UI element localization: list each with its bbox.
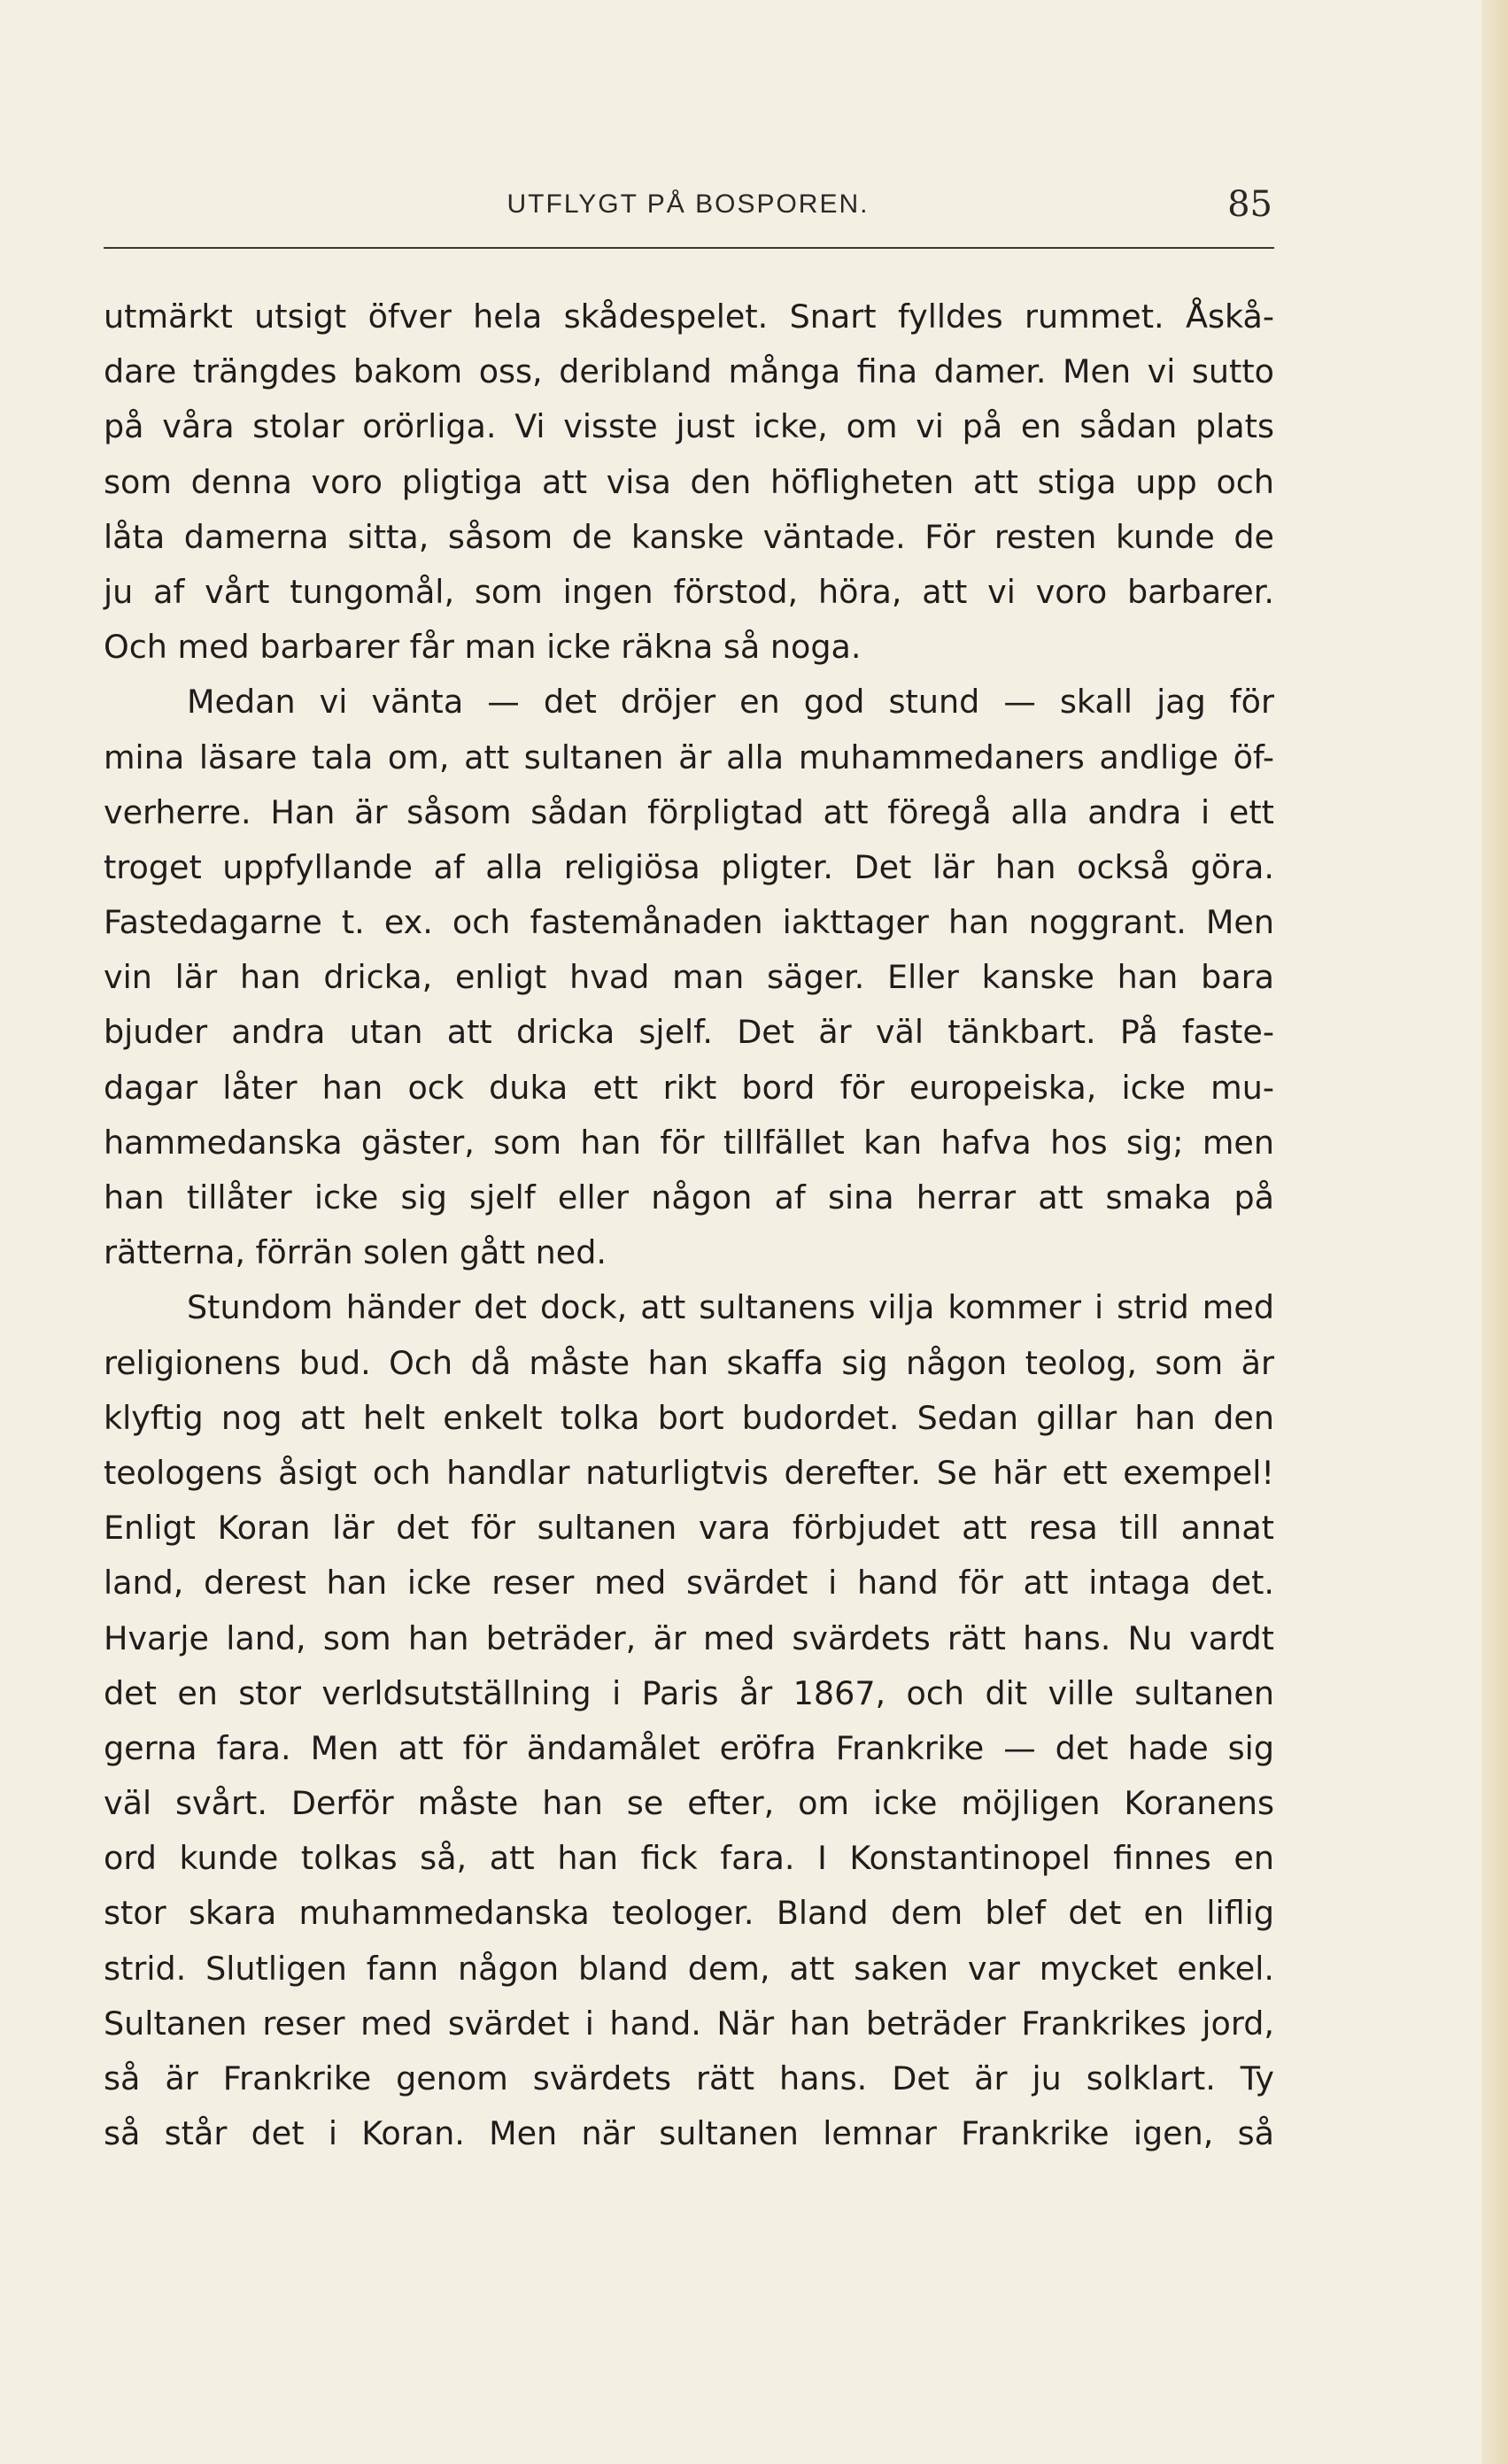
text-line: han tillåter icke sig sjelf eller någon af sina herrar att smaka på	[104, 1178, 1274, 1217]
text-line: som denna voro pligtiga att visa den höfligheten att stiga upp och	[104, 462, 1274, 501]
text-line: så står det i Koran. Men när sultanen lemnar Frankrike igen, så	[104, 2114, 1274, 2153]
paragraph-start-line: Medan vi vänta — det dröjer en god stund — skall jag för	[187, 683, 1274, 722]
text-line: ju af vårt tungomål, som ingen förstod, höra, att vi voro barbarer.	[104, 572, 1274, 611]
running-title: UTFLYGT PÅ BOSPOREN.	[507, 189, 870, 219]
text-line: hammedanska gäster, som han för tillfället kan hafva hos sig; men	[104, 1123, 1274, 1162]
text-line: vin lär han dricka, enligt hvad man säger. Eller kanske han bara	[104, 958, 1274, 997]
text-line: ord kunde tolkas så, att han fick fara. I Konstantinopel finnes en	[104, 1839, 1274, 1878]
text-line: dagar låter han ock duka ett rikt bord för europeiska, icke mu-	[104, 1068, 1274, 1107]
running-header	[104, 184, 1272, 237]
text-line: låta damerna sitta, såsom de kanske väntade. För resten kunde de	[104, 517, 1274, 556]
text-line: gerna fara. Men att för ändamålet eröfra Frankrike — det hade sig	[104, 1728, 1274, 1767]
text-line: Sultanen reser med svärdet i hand. När han beträder Frankrikes jord,	[104, 2004, 1274, 2043]
text-line: det en stor verldsutställning i Paris år 1867, och dit ville sultanen	[104, 1673, 1274, 1712]
text-line: religionens bud. Och då måste han skaffa sig någon teolog, som är	[104, 1343, 1274, 1382]
page-edge	[1481, 0, 1508, 2464]
page-number: 85	[1227, 184, 1272, 225]
body-text	[104, 290, 1274, 2161]
text-line: dare trängdes bakom oss, deribland många fina damer. Men vi sutto	[104, 352, 1274, 391]
text-line: troget uppfyllande af alla religiösa pligter. Det lär han också göra.	[104, 847, 1274, 886]
paragraph-end-line: rätterna, förrän solen gått ned.	[104, 1233, 607, 1272]
text-line: väl svårt. Derför måste han se efter, om icke möjligen Koranens	[104, 1784, 1274, 1823]
text-line: stor skara muhammedanska teologer. Bland dem blef det en liflig	[104, 1894, 1274, 1933]
header-rule	[104, 247, 1274, 249]
text-line: mina läsare tala om, att sultanen är alla muhammedaners andlige öf-	[104, 738, 1274, 776]
text-line: så är Frankrike genom svärdets rätt hans. Det är ju solklart. Ty	[104, 2059, 1274, 2097]
text-line: utmärkt utsigt öfver hela skådespelet. Snart fylldes rummet. Åskå-	[104, 297, 1274, 336]
text-line: strid. Slutligen fann någon bland dem, att saken var mycket enkel.	[104, 1949, 1274, 1988]
text-line: på våra stolar orörliga. Vi visste just icke, om vi på en sådan plats	[104, 407, 1274, 446]
text-line: bjuder andra utan att dricka sjelf. Det är väl tänkbart. På faste-	[104, 1013, 1274, 1052]
text-line: teologens åsigt och handlar naturligtvis derefter. Se här ett exempel!	[104, 1453, 1274, 1492]
paragraph-end-line: Och med barbarer får man icke räkna så noga.	[104, 628, 862, 667]
text-line: Hvarje land, som han beträder, är med svärdets rätt hans. Nu vardt	[104, 1618, 1274, 1657]
paragraph-start-line: Stundom händer det dock, att sultanens vilja kommer i strid med	[187, 1288, 1274, 1327]
text-line: land, derest han icke reser med svärdet i hand för att intaga det.	[104, 1564, 1274, 1603]
text-line: Enligt Koran lär det för sultanen vara förbjudet att resa till annat	[104, 1509, 1274, 1548]
text-line: klyftig nog att helt enkelt tolka bort budordet. Sedan gillar han den	[104, 1398, 1274, 1437]
text-line: Fastedagarne t. ex. och fastemånaden iakttager han noggrant. Men	[104, 903, 1274, 942]
text-line: verherre. Han är såsom sådan förpligtad att föregå alla andra i ett	[104, 792, 1274, 831]
